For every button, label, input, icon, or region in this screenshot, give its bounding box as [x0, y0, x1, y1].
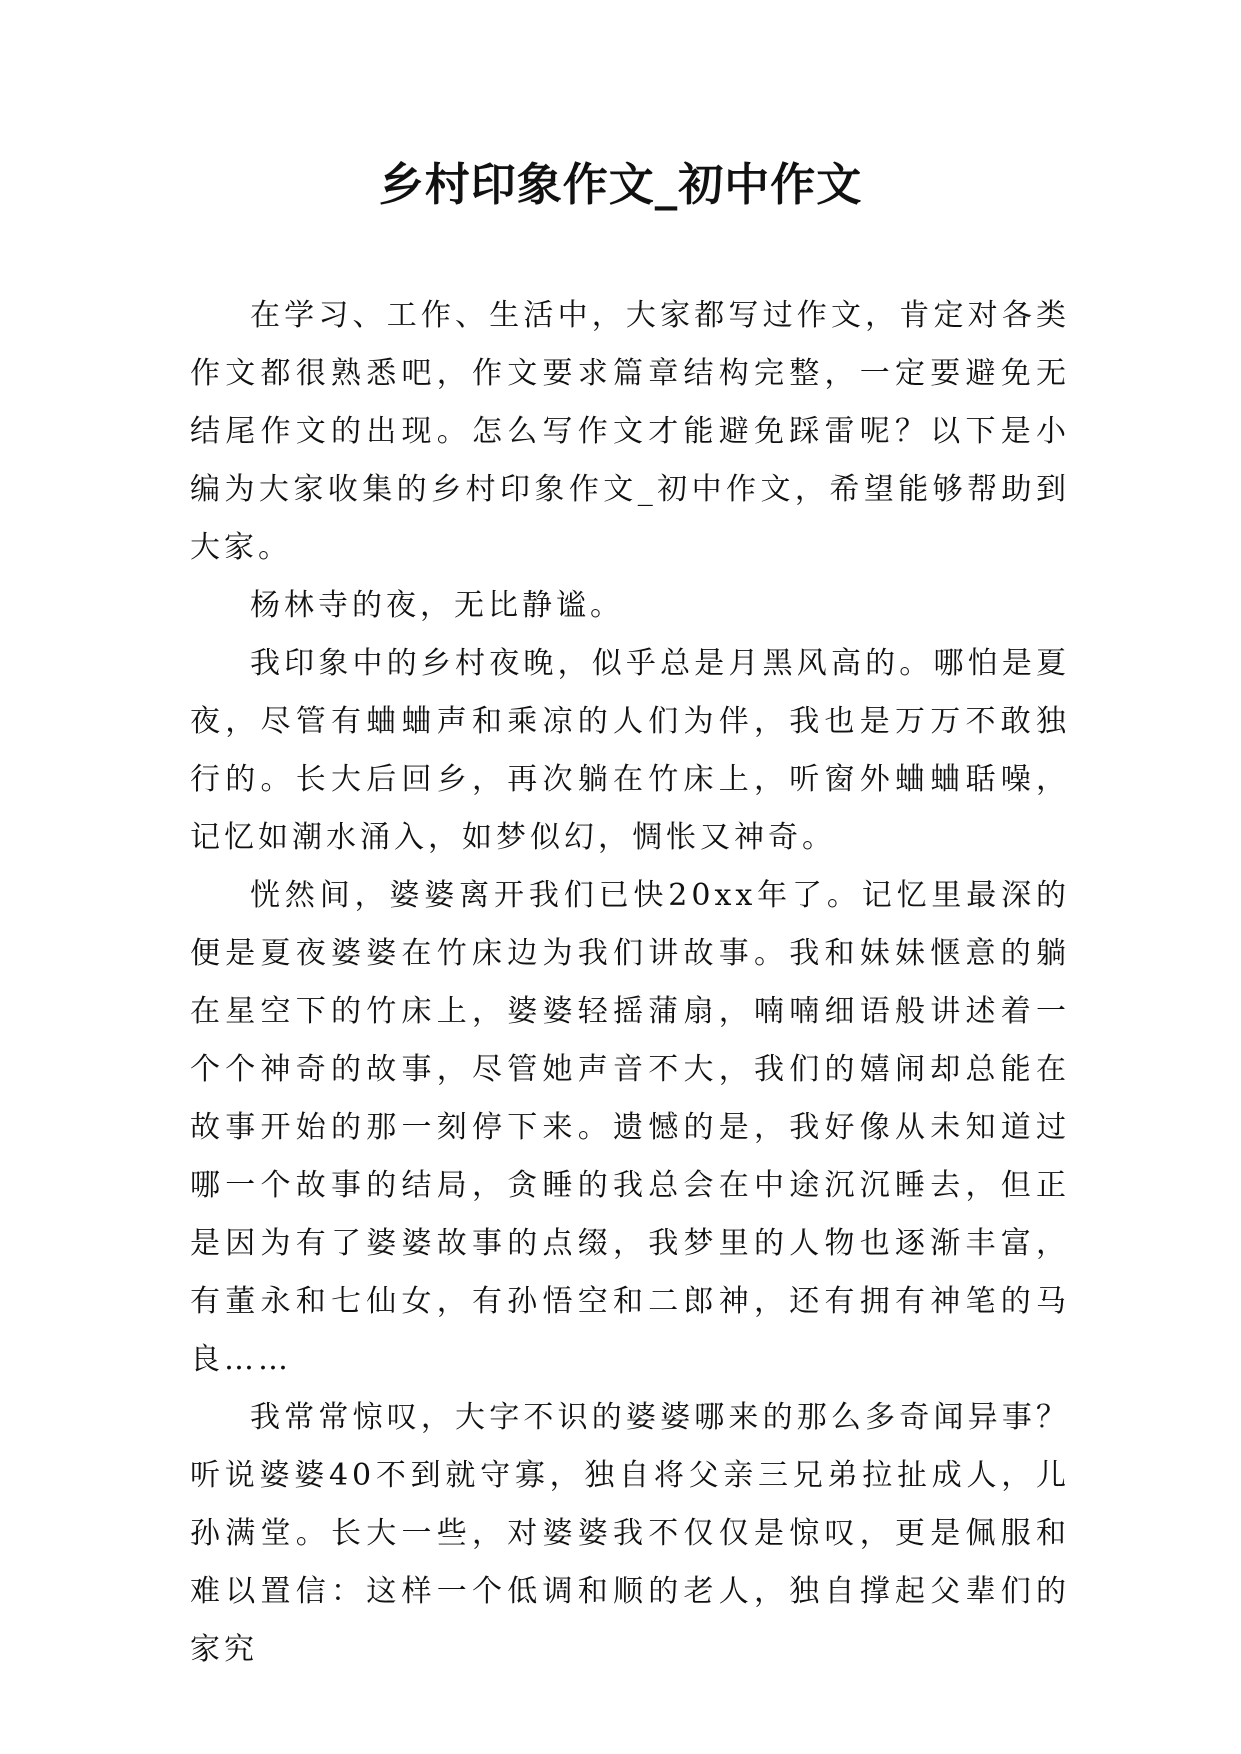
essay-paragraph-1: 杨林寺的夜，无比静谧。 — [250, 588, 624, 623]
intro-section — [190, 287, 1070, 577]
intro-paragraph: 在学习、工作、生活中，大家都写过作文，肯定对各类作文都很熟悉吧，作文要求篇章结构完整，一定要避免无结尾作文的出现。怎么写作文才能避免踩雷呢？以下是小编为大家收集的乡村印象作文_初中作文，希望能够帮助到大家。 — [190, 298, 1070, 565]
document-title: 乡村印象作文_初中作文 — [378, 158, 863, 211]
essay-paragraph-3: 恍然间，婆婆离开我们已快20xx年了。记忆里最深的便是夏夜婆婆在竹床边为我们讲故事。我和妹妹惬意的躺在星空下的竹床上，婆婆轻摇蒲扇，喃喃细语般讲述着一个个神奇的故事，尽管她声音不大，我们的嬉闹却总能在故事开始的那一刻停下来。遗憾的是，我好像从未知道过哪一个故事的结局，贪睡的我总会在中途沉沉睡去，但正是因为有了婆婆故事的点缀，我梦里的人物也逐渐丰富，有董永和七仙女，有孙悟空和二郎神，还有拥有神笔的马良…… — [190, 878, 1070, 1377]
essay-paragraph-4: 我常常惊叹，大字不识的婆婆哪来的那么多奇闻异事？听说婆婆40不到就守寡，独自将父亲三兄弟拉扯成人，儿孙满堂。长大一些，对婆婆我不仅仅是惊叹，更是佩服和难以置信：这样一个低调和顺的老人，独自撑起父辈们的家究 — [190, 1400, 1070, 1667]
essay-body — [190, 577, 1070, 1679]
essay-paragraph-2: 我印象中的乡村夜晚，似乎总是月黑风高的。哪怕是夏夜，尽管有蛐蛐声和乘凉的人们为伴，我也是万万不敢独行的。长大后回乡，再次躺在竹床上，听窗外蛐蛐聒噪，记忆如潮水涌入，如梦似幻，惆怅又神奇。 — [190, 646, 1070, 855]
